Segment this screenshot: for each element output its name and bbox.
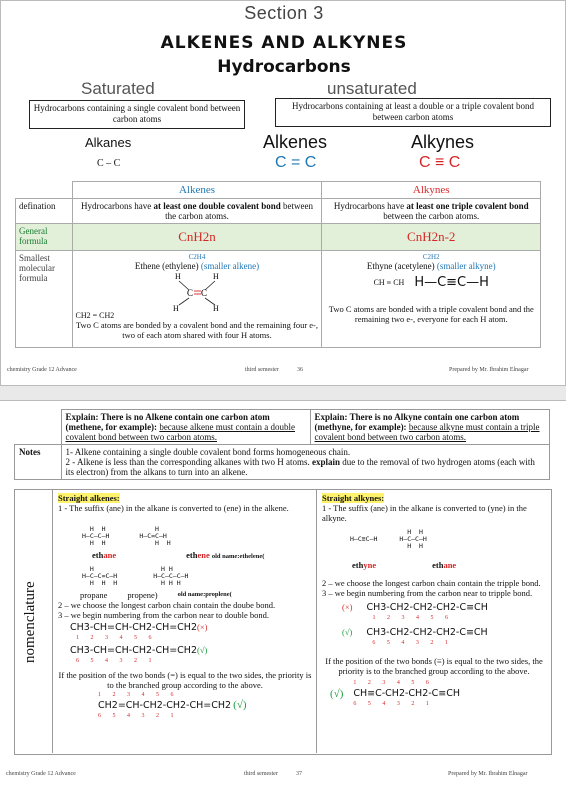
atom-h: H — [174, 272, 181, 281]
right-mark: (√) — [197, 645, 208, 655]
alkyne-rule-2: 2 – we choose the longest carbon chain contain the tripple bond. — [322, 578, 541, 588]
explain-alkyne: Explain: There is no Alkyne contain one carbon atom (methyne, for example): because alkyne must contain a triple covalent bond between two carbon atoms. — [310, 410, 550, 445]
alkene-general-formula: CnH2n — [72, 224, 322, 251]
propane-name: propane — [80, 590, 108, 600]
alkyne-chain-3-top-numbers: 1 2 3 4 5 6 — [353, 680, 434, 686]
check-mark: (√) — [233, 699, 247, 711]
alkyne-rule-4: If the position of the two bonds (≡) is equal to the two sides, the priority is to the branched group according to the above. — [325, 656, 543, 676]
alkenes-column — [58, 493, 312, 721]
ethane-structure: H H H—C—C—H H H — [82, 525, 110, 547]
propene-structure: H H H—C—C—C—H H H H — [153, 565, 189, 587]
unsaturated-label: unsaturated — [327, 79, 417, 98]
footer-left: chemistry Grade 12 Advance — [7, 367, 77, 373]
alkene-chain-wrong-numbers: 1 2 3 4 5 6 — [76, 635, 157, 641]
page-36 — [0, 0, 566, 386]
alkyne-definition: Hydrocarbons have at least one triple covalent bond between the carbon atoms. — [322, 199, 541, 224]
alkene-definition: Hydrocarbons have at least one double covalent bond between the carbon atoms. — [72, 199, 322, 224]
alkene-chain-3-top-numbers: 1 2 3 4 5 6 — [98, 692, 179, 698]
alkynes-label: Alkynes — [411, 132, 475, 152]
note-2: 2 - Alkene is less than the corresponding alkanes with two H atoms. explain due to the removal of two hydrogen atoms (each with its electron) from the alkans to turn into an alkene. — [65, 457, 535, 477]
page-37 — [0, 400, 566, 800]
atom-c: C — [200, 288, 207, 298]
ethyne-name: ethyne — [352, 560, 377, 570]
alkene-chain-3: CH2=CH-CH2-CH2-CH=CH2 — [98, 700, 232, 711]
col-header-alkenes: Alkenes — [72, 182, 322, 199]
page-title: ALKENES AND ALKYNES — [160, 33, 408, 53]
page-subtitle: Hydrocarbons — [217, 57, 351, 77]
col-header-alkynes: Alkynes — [322, 182, 541, 199]
atom-h: H — [212, 304, 219, 311]
page-number-p2: 37 — [296, 771, 302, 777]
right-mark-alkyne: (√) — [342, 627, 353, 637]
ethene-condensed: CH2 = CH2 — [75, 311, 115, 320]
ethyne-condensed: CH ≡ CH — [373, 278, 405, 287]
alkyne-chain-right-numbers: 6 5 4 3 2 1 — [372, 640, 453, 646]
ethene-description: Two C atoms are bonded by a covalent bond and the remaining four e-, two of each atom shared with four H atoms. — [75, 320, 319, 340]
alkene-rule-1: 1 - The suffix (ane) in the alkane is converted to (ene) in the alkene. — [58, 503, 289, 513]
page-number: 36 — [297, 367, 303, 373]
ethyne-structure-p2: H—C≡C—H — [350, 535, 378, 543]
alkyne-general-formula: CnH2n-2 — [322, 224, 541, 251]
straight-alkenes-heading: Straight alkenes: — [58, 493, 120, 503]
alkene-bond: C = C — [275, 154, 317, 171]
alkanes-label: Alkanes — [85, 135, 132, 150]
propene-old-name: old name:proplene( — [177, 591, 232, 598]
propane-structure: H H—C—C=C—H H H H — [82, 565, 118, 587]
straight-alkynes-heading: Straight alkynes: — [322, 493, 385, 503]
notes-label: Notes — [15, 445, 62, 480]
alkane-bond: C – C — [97, 158, 121, 169]
ethene-structure — [157, 271, 237, 311]
alkynes-column — [322, 493, 546, 709]
alkene-chain-right-numbers: 6 5 4 3 2 1 — [76, 658, 157, 664]
alkyne-chain-right: CH3-CH2-CH2-CH2-C≡CH — [366, 627, 488, 638]
alkyne-bond: C ≡ C — [419, 154, 461, 171]
alkene-rule-2: 2 – we choose the longest carbon chain contain the doube bond. — [58, 600, 276, 610]
unsaturated-definition-box: Hydrocarbons containing at least a double or a triple covalent bond between carbon atoms — [275, 98, 551, 127]
alkyne-chain-3: CH≡C-CH2-CH2-C≡CH — [353, 688, 461, 699]
check-mark-alkyne: (√) — [330, 687, 344, 700]
saturated-label: Saturated — [81, 79, 155, 98]
alkyne-chain-wrong-numbers: 1 2 3 4 5 6 — [372, 615, 453, 621]
explain-alkene: Explain: There is no Alkene contain one carbon atom (methene, for example): because alkene must contain a double covalent bond between two carbon atoms. — [61, 410, 310, 445]
footer-right-p2: Prepared by Mr. Ibrahim Elnagar — [448, 771, 528, 777]
footer-middle: third semester — [245, 367, 279, 373]
alkene-chain-3-bottom-numbers: 6 5 4 3 2 1 — [98, 713, 179, 719]
wrong-mark-alkyne: (×) — [342, 602, 353, 612]
ethene-formula: C2H4 — [188, 253, 206, 261]
alkyne-rule-3: 3 – we begin numbering from the carbon near to tripple bond. — [322, 588, 533, 598]
ethyne-description: Two C atoms are bonded with a triple covalent bond and the remaining two e-, everyone for each H atom. — [328, 304, 534, 324]
alkene-rule-4: If the position of the two bonds (=) is equal to the two sides, the priority is to the branched group according to the above. — [58, 670, 312, 690]
ethene-cell — [72, 251, 322, 348]
ethyne-structure: H—C≡C—H — [414, 275, 489, 290]
atom-c: C — [186, 288, 193, 298]
saturated-definition-box: Hydrocarbons containing a single covalent bond between carbon atoms — [29, 100, 245, 129]
alkyne-chain-3-bottom-numbers: 6 5 4 3 2 1 — [353, 701, 434, 707]
alkene-chain-wrong: CH3-CH=CH-CH2-CH=CH2 — [70, 622, 197, 633]
propene-name: propene) — [127, 590, 158, 600]
nomenclature-label: nomenclature — [22, 581, 38, 663]
ethane-name-right: ethane — [432, 560, 457, 570]
alkenes-label: Alkenes — [263, 132, 328, 152]
ethene-name-line: Ethene (ethylene) (smaller alkene) — [134, 261, 260, 271]
row-label-general-formula: General formula — [16, 224, 73, 251]
ethyne-formula: C2H2 — [422, 253, 440, 261]
ethane-structure-p2: H H H—C—C—H H H — [399, 528, 427, 550]
atom-h: H — [212, 272, 219, 281]
comparison-table — [15, 181, 541, 348]
row-label-definition: defination — [16, 199, 73, 224]
section-label: Section 3 — [244, 3, 324, 23]
wrong-mark: (×) — [197, 622, 208, 632]
alkene-rule-3: 3 – we begin numbering from the carbon near to double bond. — [58, 610, 270, 620]
notes-content — [61, 445, 550, 480]
row-label-smallest-formula: Smallest molecular formula — [16, 251, 73, 348]
footer-middle-p2: third semester — [244, 771, 278, 777]
alkyne-chain-wrong: CH3-CH2-CH2-CH2-C≡CH — [366, 602, 488, 613]
footer-right: Prepared by Mr. Ibrahim Elnagar — [449, 367, 529, 373]
explain-notes-table — [14, 409, 550, 480]
footer-left-p2: chemistry Grade 12 Advance — [6, 771, 76, 777]
ethene-structure-p2: H H—C=C—H H H — [139, 525, 171, 547]
ethene-name: ethene old name:ethelene( — [186, 550, 265, 560]
ethyne-cell — [322, 251, 541, 348]
ethyne-name-line: Ethyne (acetylene) (smaller alkyne) — [366, 261, 496, 271]
atom-h: H — [172, 304, 179, 311]
alkyne-rule-1: 1 - The suffix (ane) in the alkane is converted to (yne) in the alkyne. — [322, 503, 527, 523]
ethane-name: ethane — [92, 550, 117, 560]
note-1: 1- Alkene containing a single double covalent bond forms homogeneous chain. — [65, 447, 351, 457]
alkene-chain-right: CH3-CH=CH-CH2-CH=CH2 — [70, 645, 197, 656]
